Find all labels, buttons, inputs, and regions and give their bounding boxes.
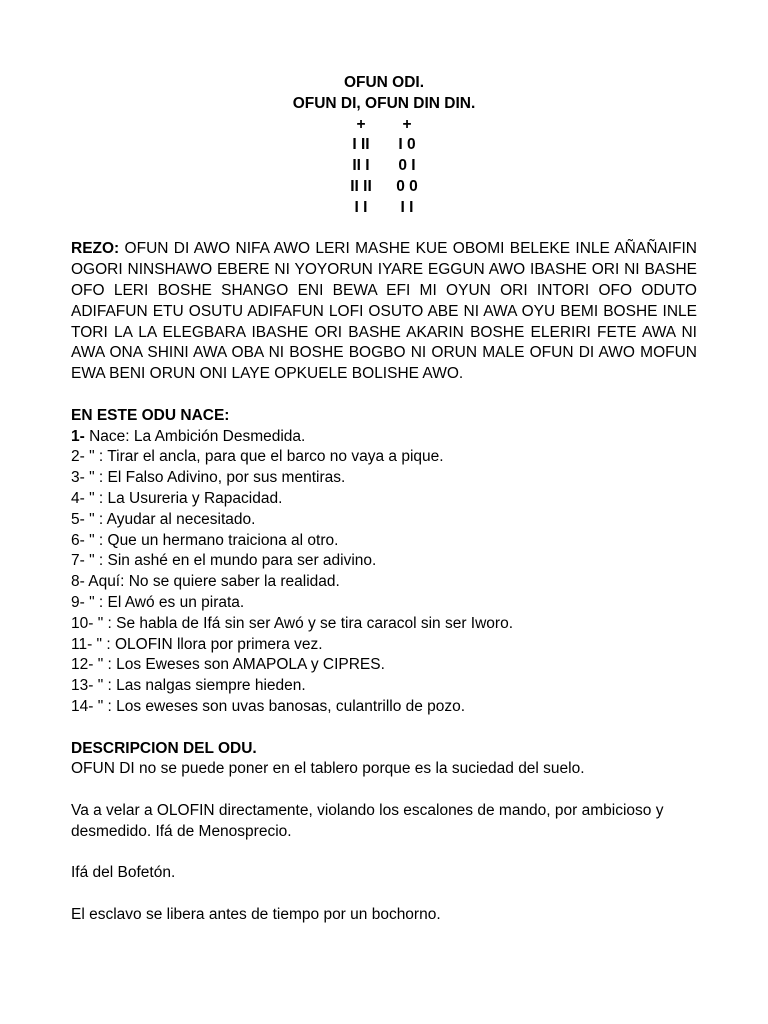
list-item: 2- " : Tirar el ancla, para que el barco no vaya a pique. xyxy=(71,448,444,466)
list-item: 10- " : Se habla de Ifá sin ser Awó y se tira caracol sin ser Iworo. xyxy=(71,614,514,632)
mark-right: 0 I xyxy=(398,157,416,175)
odu-marks xyxy=(71,115,697,219)
odu-title: OFUN ODI. xyxy=(343,74,425,91)
spacer xyxy=(71,780,697,801)
odu-header xyxy=(71,73,697,115)
list-item: 8- Aquí: No se quiere saber la realidad. xyxy=(71,573,340,591)
mark-right: I 0 xyxy=(398,136,416,154)
marks-row xyxy=(71,156,697,177)
marks-row xyxy=(71,115,697,136)
mark-right: 0 0 xyxy=(396,177,418,195)
list-item: 9- " : El Awó es un pirata. xyxy=(71,593,245,611)
descripcion-section xyxy=(71,739,697,926)
list-item xyxy=(71,427,697,448)
mark-right: I I xyxy=(400,198,414,216)
mark-left: II I xyxy=(352,157,370,175)
rezo-label: REZO: xyxy=(71,240,120,258)
mark-left: II II xyxy=(350,177,372,195)
list-item: 14- " : Los eweses son uvas banosas, culantrillo de pozo. xyxy=(71,697,466,715)
list-item: 12- " : Los Eweses son AMAPOLA y CIPRES. xyxy=(71,656,385,674)
marks-row xyxy=(71,177,697,198)
odu-subtitle: OFUN DI, OFUN DIN DIN. xyxy=(292,94,476,112)
spacer xyxy=(71,718,697,739)
nace-section xyxy=(71,406,697,718)
spacer xyxy=(71,884,697,905)
list-item: 6- " : Que un hermano traiciona al otro. xyxy=(71,531,339,549)
descripcion-paragraph: El esclavo se libera antes de tiempo por un bochorno. xyxy=(71,905,441,923)
list-item: 5- " : Ayudar al necesitado. xyxy=(71,510,256,528)
list-item: 7- " : Sin ashé en el mundo para ser adivino. xyxy=(71,552,377,570)
spacer xyxy=(71,842,697,863)
descripcion-paragraph: Va a velar a OLOFIN directamente, violando los escalones de mando, por ambicioso y desmedido. Ifá de Menosprecio. xyxy=(71,801,664,840)
mark-right: + xyxy=(402,115,412,133)
mark-left: I I xyxy=(354,198,368,216)
marks-row xyxy=(71,198,697,219)
descripcion-paragraph: Ifá del Bofetón. xyxy=(71,864,176,882)
descripcion-heading: DESCRIPCION DEL ODU. xyxy=(71,739,257,757)
document-page xyxy=(71,73,697,926)
list-item: 3- " : El Falso Adivino, por sus mentiras. xyxy=(71,469,346,487)
marks-row xyxy=(71,135,697,156)
list-item: 4- " : La Usureria y Rapacidad. xyxy=(71,489,283,507)
mark-left: + xyxy=(356,115,366,133)
mark-left: I II xyxy=(352,136,370,154)
list-item-number: 1- xyxy=(71,427,85,445)
rezo-text: OFUN DI AWO NIFA AWO LERI MASHE KUE OBOMI BELEKE INLE AÑAÑAIFIN OGORI NINSHAWO EBERE NI YOYORUN IYARE EGGUN AWO IBASHE ORI NI BASHE OFO LERI BOSHE SHANGO ENI BEWA EFI MI OYUN ORI INTORI OFO ODUTO ADIFAFUN ETU OSUTU ADIFAFUN LOFI OSUTO ABE NI AWA OYU BEMI BOSHE INLE TORI LA LA ELEGBARA IBASHE ORI BASHE AKARIN BOSHE ELERIRI FETE AWA NI AWA ONA SHINI AWA OBA NI BOSHE BOGBO NI ORUN MALE OFUN DI AWO MOFUN EWA BENI ORUN ONI LAYE OPKUELE BOLISHE AWO. xyxy=(71,240,697,383)
list-item: 11- " : OLOFIN llora por primera vez. xyxy=(71,635,323,653)
list-item: 13- " : Las nalgas siempre hieden. xyxy=(71,677,306,695)
descripcion-paragraph: OFUN DI no se puede poner en el tablero porque es la suciedad del suelo. xyxy=(71,760,585,778)
spacer xyxy=(71,385,697,406)
spacer xyxy=(71,219,697,240)
list-item-text: Nace: La Ambición Desmedida. xyxy=(84,427,306,445)
rezo-paragraph xyxy=(71,239,697,385)
nace-heading: EN ESTE ODU NACE: xyxy=(71,406,230,424)
